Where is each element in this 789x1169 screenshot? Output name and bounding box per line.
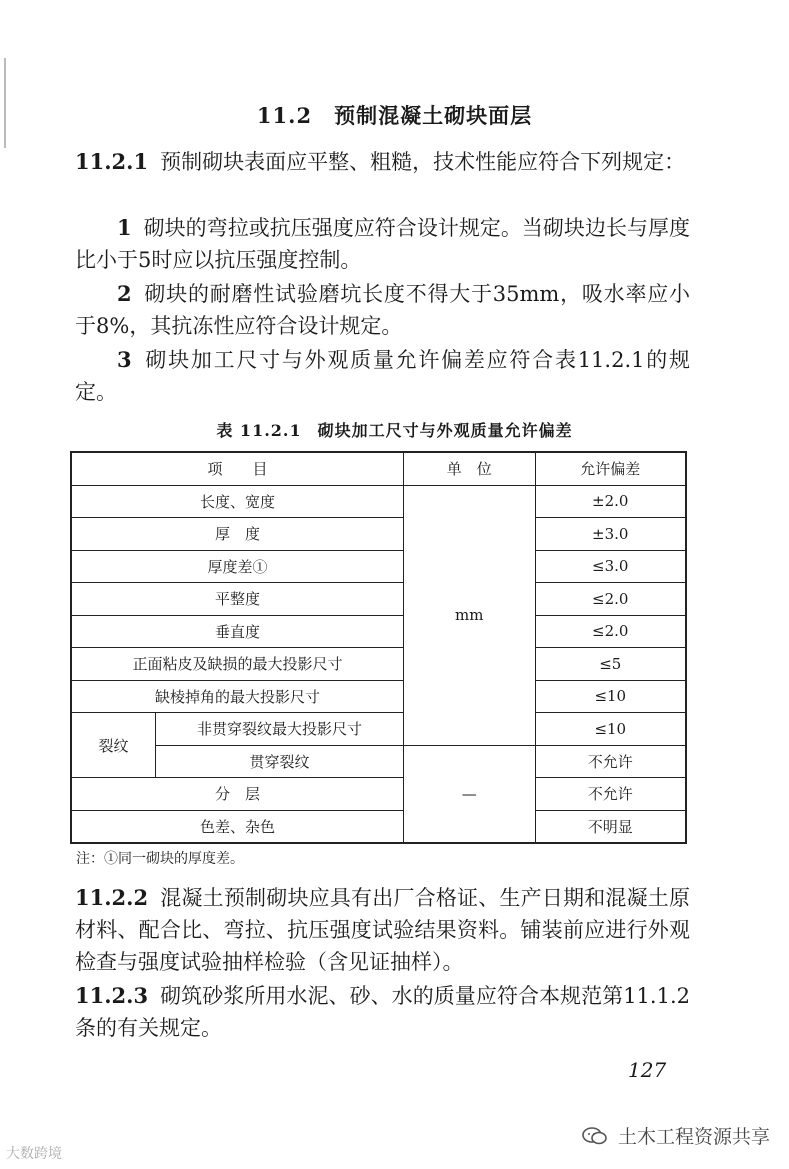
item-number: 1 — [117, 215, 132, 240]
table-row — [71, 550, 686, 583]
table-row — [71, 615, 686, 648]
table-caption — [0, 418, 789, 441]
header-tolerance: 允许偏差 — [535, 452, 686, 485]
row-tolerance: ≤10 — [535, 680, 686, 713]
table-header-row — [71, 452, 686, 485]
clause-text: 预制砌块表面应平整、粗糙，技术性能应符合下列规定： — [160, 150, 686, 174]
table-note: 注：①同一砌块的厚度差。 — [76, 851, 244, 867]
row-item: 非贯穿裂纹最大投影尺寸 — [156, 713, 404, 746]
clause-11-2-1 — [75, 146, 690, 178]
row-tolerance: ≤10 — [535, 713, 686, 746]
item-text: 砌块的耐磨性试验磨坑长度不得大于35mm，吸水率应小于8%，其抗冻性应符合设计规定。 — [75, 282, 690, 338]
row-item: 缺棱掉角的最大投影尺寸 — [71, 680, 403, 713]
unit-none: — — [403, 745, 535, 843]
row-tolerance: ≤2.0 — [535, 615, 686, 648]
row-item: 平整度 — [71, 583, 403, 616]
header-item: 项 目 — [71, 452, 403, 485]
wechat-icon — [582, 1126, 608, 1146]
item-text: 砌块的弯拉或抗压强度应符合设计规定。当砌块边长与厚度比小于5时应以抗压强度控制。 — [75, 216, 690, 272]
row-item: 厚 度 — [71, 518, 403, 551]
row-tolerance: 不允许 — [535, 745, 686, 778]
header-unit: 单 位 — [403, 452, 535, 485]
clause-item-2 — [75, 278, 690, 342]
row-tolerance: ≤2.0 — [535, 583, 686, 616]
row-item: 贯穿裂纹 — [156, 745, 404, 778]
section-title-text: 预制混凝土砌块面层 — [334, 103, 533, 128]
table-row — [71, 648, 686, 681]
section-number: 11.2 — [256, 103, 313, 128]
clause-number: 11.2.1 — [75, 149, 149, 174]
row-item: 厚度差① — [71, 550, 403, 583]
clause-item-1 — [75, 212, 690, 276]
row-item: 长度、宽度 — [71, 485, 403, 518]
table-row — [71, 745, 686, 778]
watermark-source — [582, 1122, 770, 1149]
item-text: 砌块加工尺寸与外观质量允许偏差应符合表11.2.1的规定。 — [75, 348, 690, 404]
row-item: 正面粘皮及缺损的最大投影尺寸 — [71, 648, 403, 681]
table-title-text: 砌块加工尺寸与外观质量允许偏差 — [317, 421, 573, 440]
row-tolerance: 不允许 — [535, 778, 686, 811]
page-number: 127 — [628, 1058, 667, 1082]
table-row — [71, 518, 686, 551]
section-title — [0, 100, 789, 130]
table-row — [71, 810, 686, 843]
clause-number: 11.2.2 — [75, 885, 149, 910]
crack-group-label: 裂纹 — [71, 713, 156, 778]
clause-11-2-3 — [75, 980, 690, 1044]
row-item: 分 层 — [71, 778, 403, 811]
unit-mm: mm — [403, 485, 535, 745]
tolerance-table — [70, 451, 687, 844]
row-item: 色差、杂色 — [71, 810, 403, 843]
item-number: 2 — [117, 281, 132, 306]
table-row — [71, 713, 686, 746]
table-number: 表 11.2.1 — [216, 421, 302, 440]
row-tolerance: ≤5 — [535, 648, 686, 681]
table-row — [71, 583, 686, 616]
clause-text: 砌筑砂浆所用水泥、砂、水的质量应符合本规范第11.1.2条的有关规定。 — [75, 984, 690, 1040]
row-tolerance: ±3.0 — [535, 518, 686, 551]
item-number: 3 — [117, 347, 132, 372]
clause-number: 11.2.3 — [75, 983, 149, 1008]
clause-11-2-2 — [75, 882, 690, 978]
table-row — [71, 778, 686, 811]
watermark-text: 土木工程资源共享 — [618, 1126, 771, 1148]
table-row — [71, 680, 686, 713]
row-tolerance: 不明显 — [535, 810, 686, 843]
watermark-left: 大数跨境 — [6, 1146, 62, 1162]
row-tolerance: ≤3.0 — [535, 550, 686, 583]
table-row — [71, 485, 686, 518]
row-item: 垂直度 — [71, 615, 403, 648]
clause-text: 混凝土预制砌块应具有出厂合格证、生产日期和混凝土原材料、配合比、弯拉、抗压强度试验结果资料。铺装前应进行外观检查与强度试验抽样检验（含见证抽样）。 — [75, 886, 690, 974]
row-tolerance: ±2.0 — [535, 485, 686, 518]
clause-item-3 — [75, 344, 690, 408]
